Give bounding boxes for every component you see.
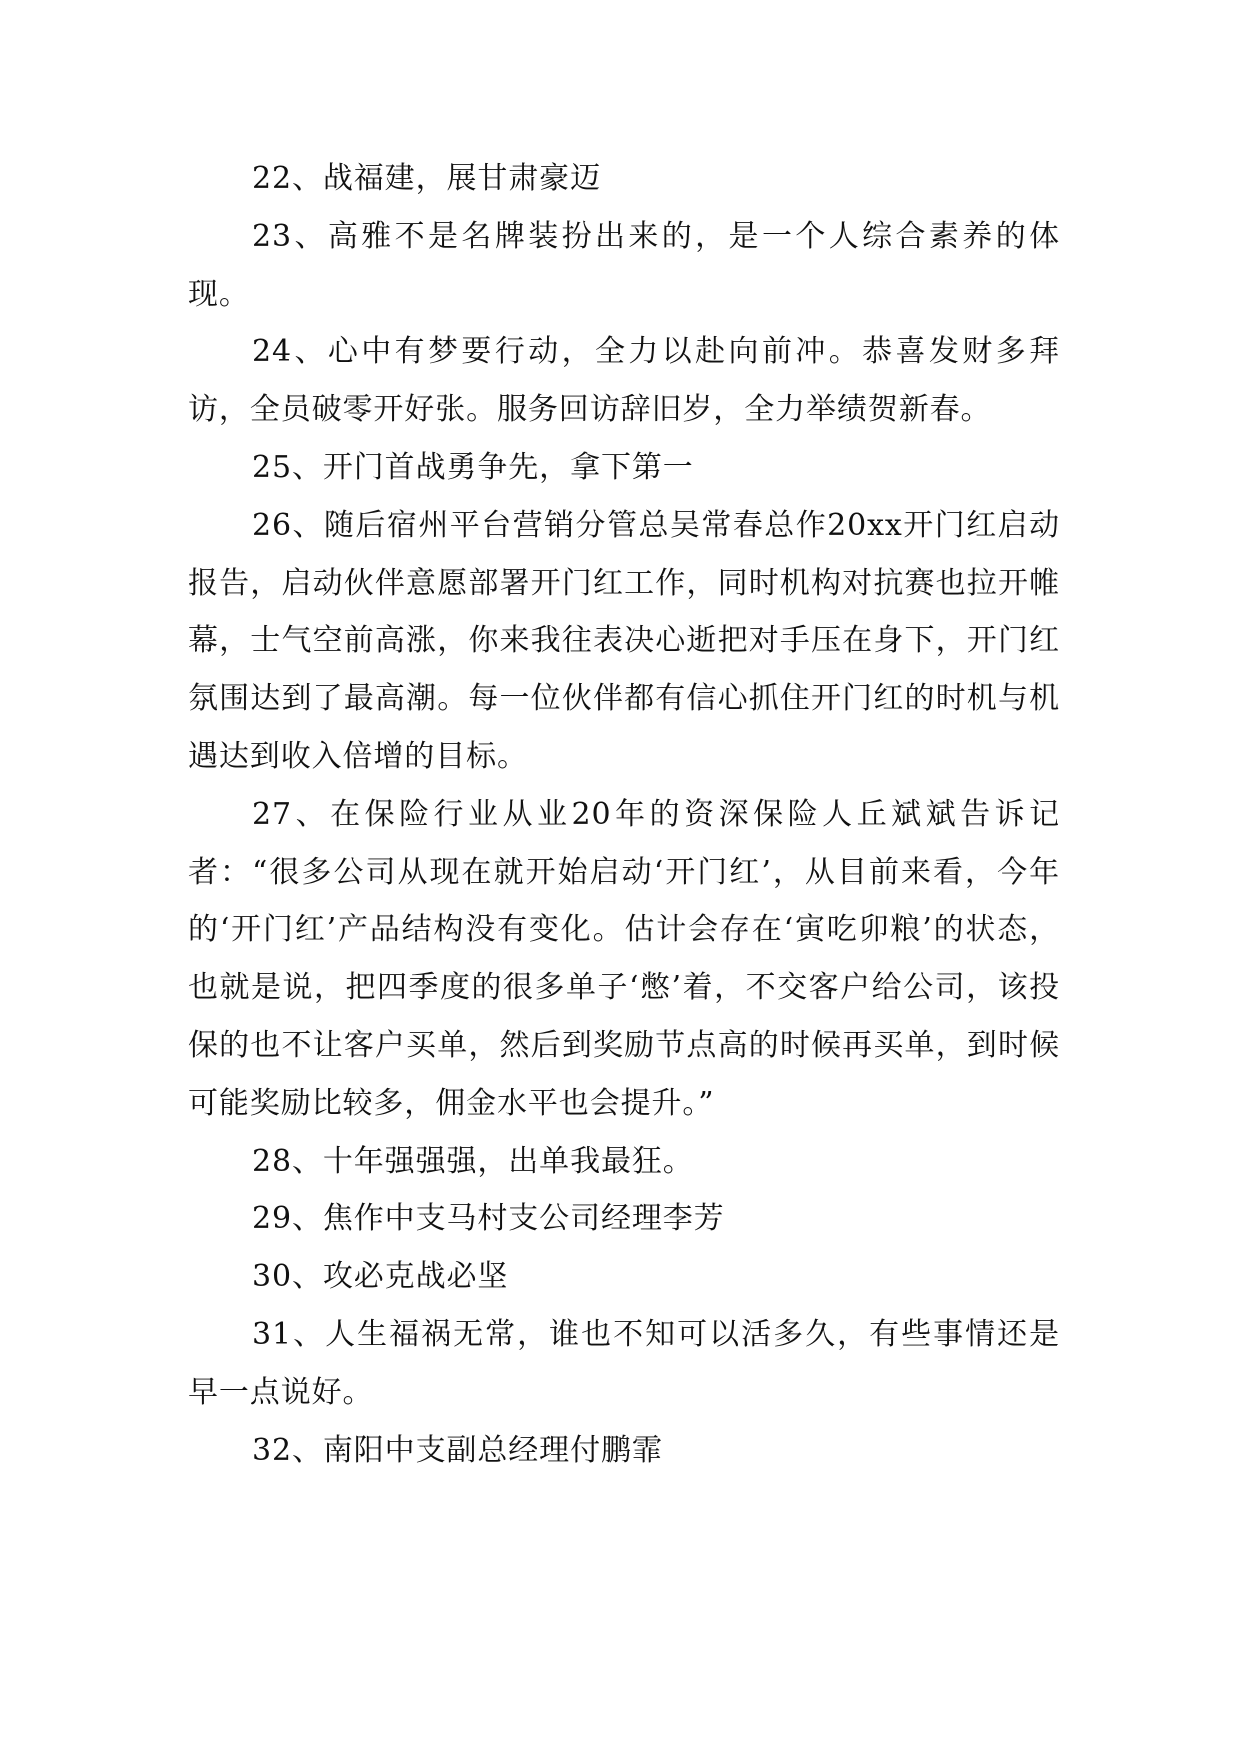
paragraph-22: 22、战福建，展甘肃豪迈 bbox=[252, 161, 601, 196]
paragraph-25: 25、开门首战勇争先，拿下第一 bbox=[252, 449, 694, 485]
paragraph-28: 28、十年强强强，出单我最狂。 bbox=[252, 1143, 694, 1179]
paragraph-32: 32、南阳中支副总经理付鹏霏 bbox=[252, 1432, 663, 1468]
paragraph-30: 30、攻必克战必坚 bbox=[252, 1259, 509, 1295]
paragraph-24: 24、心中有梦要行动，全力以赴向前冲。恭喜发财多拜访，全员破零开好张。服务回访辞旧岁，全力举绩贺新春。 bbox=[188, 334, 1060, 428]
document-body bbox=[188, 150, 1060, 1479]
paragraph-27: 27、在保险行业从业20年的资深保险人丘斌斌告诉记者：“很多公司从现在就开始启动‘开门红’，从目前来看，今年的‘开门红’产品结构没有变化。估计会存在‘寅吃卯粮’的状态，也就是说，把四季度的很多单子‘憋’着，不交客户给公司，该投保的也不让客户买单，然后到奖励节点高的时候再买单，到时候可能奖励比较多，佣金水平也会提升。” bbox=[188, 796, 1060, 1121]
paragraph-23: 23、高雅不是名牌装扮出来的，是一个人综合素养的体现。 bbox=[188, 218, 1060, 312]
paragraph-26: 26、随后宿州平台营销分管总吴常春总作20xx开门红启动报告，启动伙伴意愿部署开门红工作，同时机构对抗赛也拉开帷幕，士气空前高涨，你来我往表决心逝把对手压在身下，开门红氛围达到了最高潮。每一位伙伴都有信心抓住开门红的时机与机遇达到收入倍增的目标。 bbox=[188, 507, 1060, 774]
paragraph-31: 31、人生福祸无常，谁也不知可以活多久，有些事情还是早一点说好。 bbox=[188, 1316, 1060, 1410]
paragraph-29: 29、焦作中支马村支公司经理李芳 bbox=[252, 1201, 725, 1237]
